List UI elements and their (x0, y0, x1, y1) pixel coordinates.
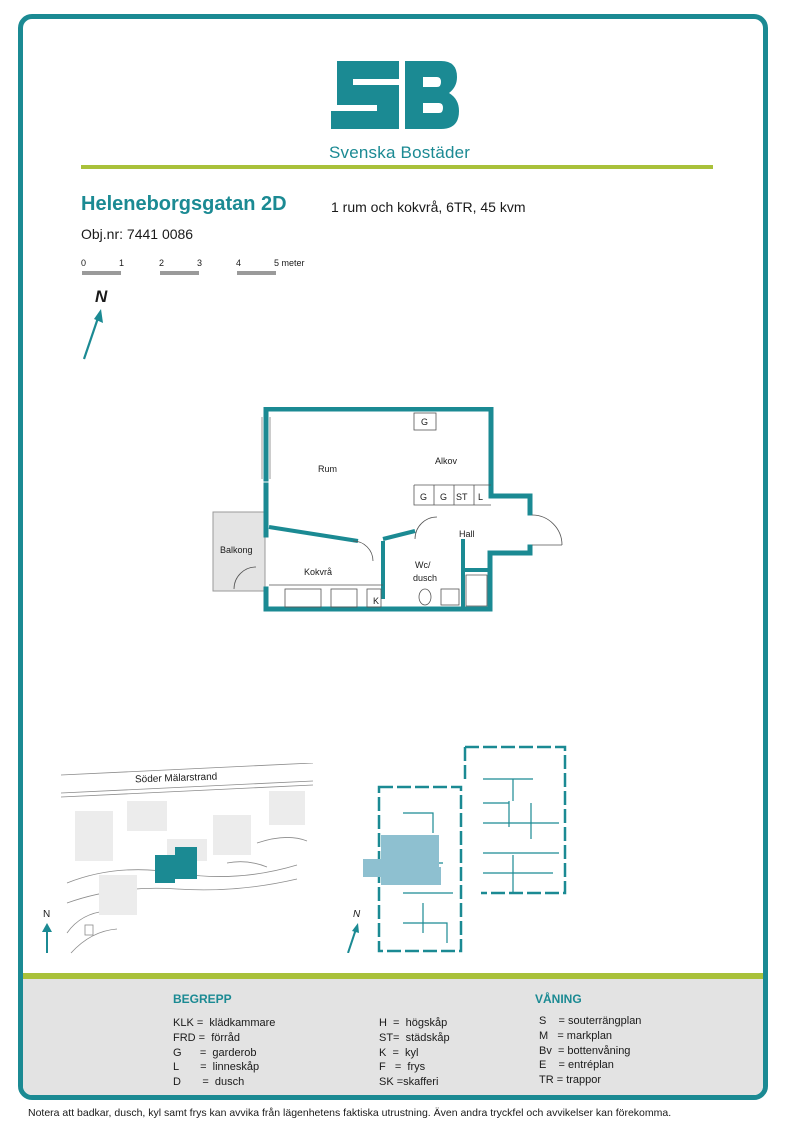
label-l: L (478, 492, 484, 502)
legend-panel (23, 973, 763, 1100)
site-map (57, 763, 319, 963)
floor-key-map (363, 743, 583, 955)
legend-begrepp-col1: KLK = klädkammare FRD = förråd G = garderob L = linneskåp D = dusch (173, 1017, 276, 1089)
label-g-top: G (421, 417, 429, 427)
legend-begrepp-col2: H = högskåp ST= städskåp K = kyl F = frys SK =skafferi (379, 1017, 450, 1089)
street-label: Söder Mälarstrand (134, 771, 218, 786)
scale-tick-4: 4 (236, 258, 242, 268)
label-g-1: G (420, 492, 428, 502)
scale-tick-0: 0 (81, 258, 87, 268)
legend-vaning-title: VÅNING (535, 992, 582, 1006)
legend-begrepp-title: BEGREPP (173, 992, 232, 1006)
label-hall: Hall (459, 529, 475, 539)
apartment-description: 1 rum och kokvrå, 6TR, 45 kvm (331, 199, 526, 215)
floor-north-arrow-icon (345, 923, 361, 953)
site-north-arrow-icon (41, 923, 53, 953)
sb-logo-icon (329, 57, 461, 137)
label-balkong: Balkong (220, 545, 253, 555)
label-wc: Wc/ (415, 560, 431, 570)
label-alkov: Alkov (435, 456, 458, 466)
label-kokvra: Kokvrå (304, 567, 333, 577)
header-rule (81, 165, 713, 169)
scale-tick-5: 5 meter (274, 258, 305, 268)
label-k: K (373, 596, 380, 606)
page-frame (18, 14, 768, 1100)
label-st: ST (456, 492, 468, 502)
brand-name: Svenska Bostäder (329, 143, 471, 162)
scale-segment-1 (82, 271, 121, 275)
scale-segment-3 (237, 271, 276, 275)
label-rum: Rum (318, 464, 338, 474)
address-title: Heleneborgsgatan 2D (81, 193, 287, 215)
object-number: Obj.nr: 7441 0086 (81, 226, 194, 242)
floor-plan (211, 407, 567, 621)
north-label: N (95, 287, 108, 306)
site-north-label: N (43, 909, 51, 920)
disclaimer: Notera att badkar, dusch, kyl samt frys kan avvika från lägenhetens faktiska utrustning. Även andra tryckfel och avvikelser kan förekomma. (28, 1107, 672, 1119)
scale-tick-1: 1 (119, 258, 125, 268)
scale-tick-3: 3 (197, 258, 203, 268)
label-g-2: G (440, 492, 448, 502)
label-dusch: dusch (413, 573, 438, 583)
north-arrow-icon (79, 307, 109, 363)
scale-tick-2: 2 (159, 258, 165, 268)
floor-north-label: N (353, 909, 361, 920)
scale-segment-2 (160, 271, 199, 275)
legend-vaning-col: S = souterrängplan M = markplan Bv = bottenvåning E = entréplan TR = trappor (539, 1015, 642, 1087)
